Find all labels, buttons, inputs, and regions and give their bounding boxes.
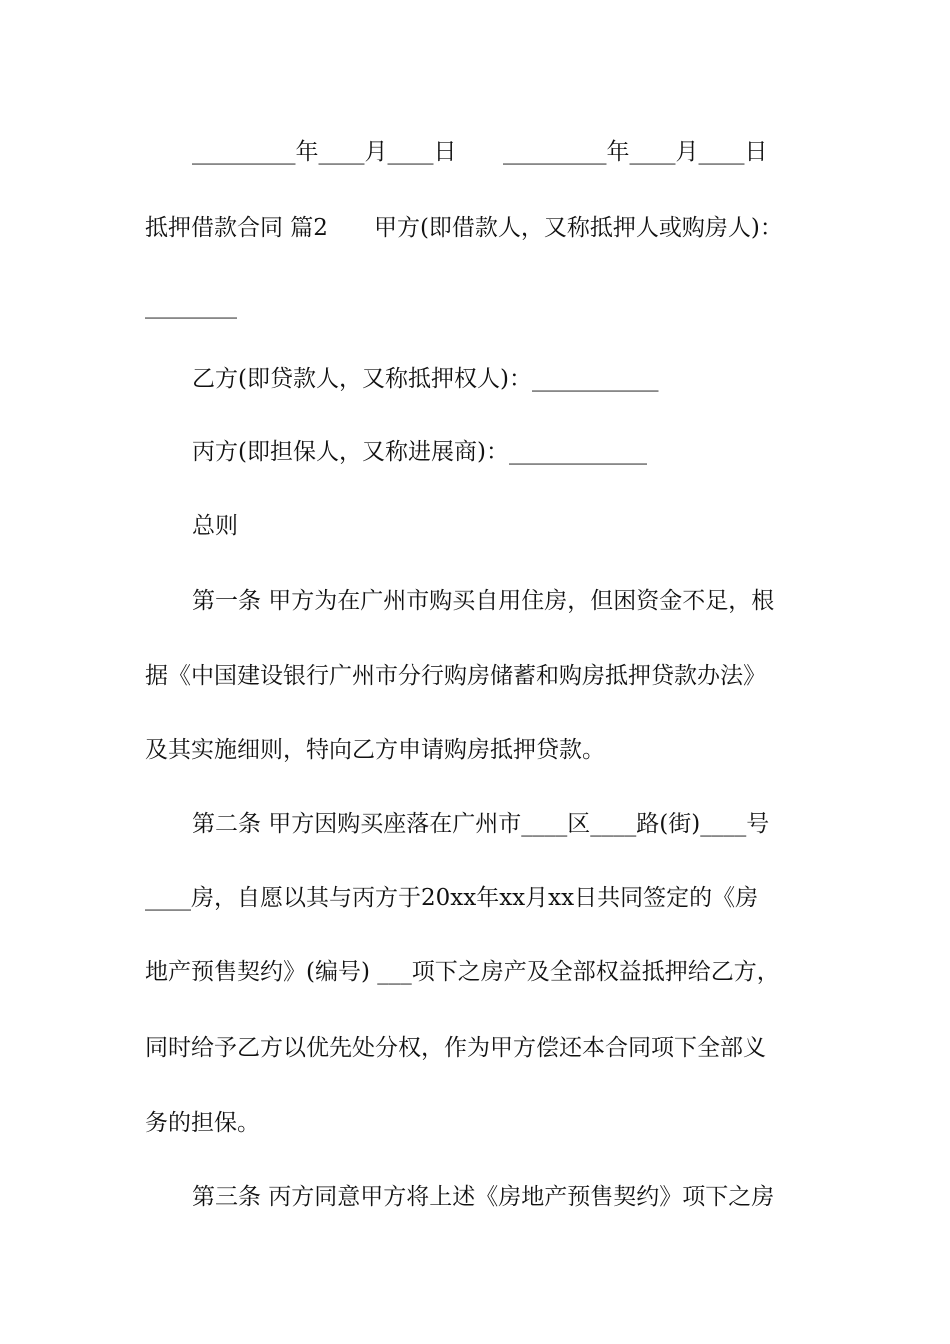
article-2-line-2: ____房，自愿以其与丙方于20xx年xx月xx日共同签定的《房 [145, 885, 759, 911]
article-1-line-3: 及其实施细则，特向乙方申请购房抵押贷款。 [145, 737, 605, 763]
contract-title-line: 抵押借款合同 篇2 甲方(即借款人，又称抵押人或购房人)： [145, 215, 783, 241]
party-c-line: 丙方(即担保人，又称进展商)：____________ [192, 439, 647, 465]
article-2-line-3: 地产预售契约》(编号) ___项下之房产及全部权益抵押给乙方， [145, 959, 780, 985]
article-2-line-5: 务的担保。 [145, 1110, 260, 1136]
signature-date-left: _________年____月____日 [192, 139, 457, 165]
party-a-blank: ________ [145, 293, 237, 319]
article-2-line-4: 同时给予乙方以优先处分权，作为甲方偿还本合同项下全部义 [145, 1035, 766, 1061]
article-3-line-1: 第三条 丙方同意甲方将上述《房地产预售契约》项下之房 [192, 1184, 775, 1210]
signature-date-right: _________年____月____日 [503, 139, 768, 165]
section-general-heading: 总则 [192, 513, 238, 539]
article-1-line-1: 第一条 甲方为在广州市购买自用住房，但困资金不足，根 [192, 588, 775, 614]
article-2-line-1: 第二条 甲方因购买座落在广州市____区____路(街)____号 [192, 811, 770, 837]
party-b-line: 乙方(即贷款人，又称抵押权人)：___________ [192, 366, 659, 392]
article-1-line-2: 据《中国建设银行广州市分行购房储蓄和购房抵押贷款办法》 [145, 663, 766, 689]
